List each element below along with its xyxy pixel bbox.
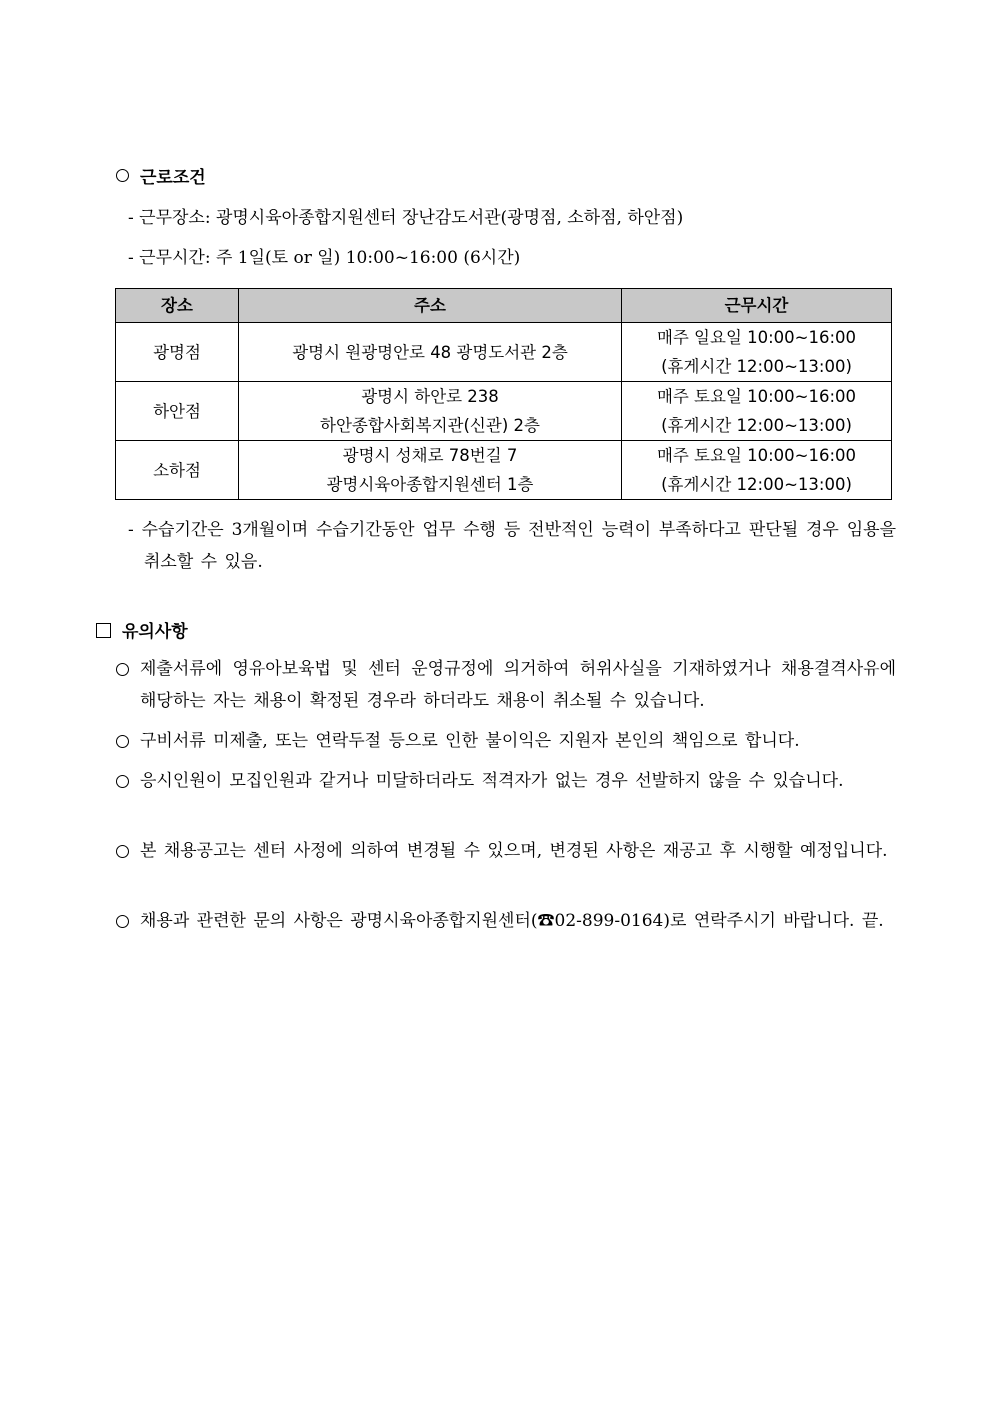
address-line: 광명시 원광명안로 48 광명도서관 2층 xyxy=(292,342,568,362)
section-heading-notes: 유의사항 xyxy=(122,622,188,642)
circle-bullet-icon xyxy=(116,915,129,928)
cell-address xyxy=(239,441,622,500)
work-hours-line: - 근무시간: 주 1일(토 or 일) 10:00~16:00 (6시간) xyxy=(128,248,521,268)
cell-address xyxy=(239,382,622,441)
hours-line: 매주 토요일 10:00~16:00 xyxy=(656,446,857,465)
circle-bullet-icon xyxy=(116,663,129,676)
cell-hours xyxy=(622,323,892,382)
square-bullet-icon xyxy=(96,623,111,638)
table-header-place: 장소 xyxy=(116,289,239,323)
circle-bullet-icon xyxy=(116,845,129,858)
circle-bullet-icon xyxy=(116,735,129,748)
address-line: 광명시 하안로 238 xyxy=(361,387,499,406)
table-row xyxy=(116,323,892,382)
cell-place: 광명점 xyxy=(116,323,239,382)
note-item: 채용과 관련한 문의 사항은 광명시육아종합지원센터(☎02-899-0164)로 연락주시기 바랍니다. 끝. xyxy=(140,911,884,931)
cell-place: 소하점 xyxy=(116,441,239,500)
table-row xyxy=(116,441,892,500)
hours-line: 매주 일요일 10:00~16:00 xyxy=(656,328,857,347)
table-header-address: 주소 xyxy=(239,289,622,323)
cell-hours xyxy=(622,382,892,441)
probation-note: - 수습기간은 3개월이며 수습기간동안 업무 수행 등 전반적인 능력이 부족하다고 판단될 경우 임용을 취소할 수 있음. xyxy=(128,520,896,572)
break-line: (휴게시간 12:00~13:00) xyxy=(661,475,852,494)
hours-line: 매주 토요일 10:00~16:00 xyxy=(656,387,857,406)
work-schedule-table xyxy=(115,288,892,500)
break-line: (휴게시간 12:00~13:00) xyxy=(661,357,852,376)
note-item: 제출서류에 영유아보육법 및 센터 운영규정에 의거하여 허위사실을 기재하였거나 채용결격사유에 해당하는 자는 채용이 확정된 경우라 하더라도 채용이 취소될 수 있습니다. xyxy=(140,659,896,711)
note-item: 본 채용공고는 센터 사정에 의하여 변경될 수 있으며, 변경된 사항은 재공고 후 시행할 예정입니다. xyxy=(140,841,888,861)
table-header-row xyxy=(116,289,892,323)
circle-bullet-icon xyxy=(116,169,129,182)
cell-hours xyxy=(622,441,892,500)
address-line: 광명시 성채로 78번길 7 xyxy=(342,446,518,465)
break-line: (휴게시간 12:00~13:00) xyxy=(661,416,852,435)
cell-address xyxy=(239,323,622,382)
work-place-line: - 근무장소: 광명시육아종합지원센터 장난감도서관(광명점, 소하점, 하안점) xyxy=(128,208,684,228)
table-header-hours: 근무시간 xyxy=(622,289,892,323)
note-item: 응시인원이 모집인원과 같거나 미달하더라도 적격자가 없는 경우 선발하지 않을 수 있습니다. xyxy=(140,771,844,791)
cell-place: 하안점 xyxy=(116,382,239,441)
address-line: 하안종합사회복지관(신관) 2층 xyxy=(320,416,540,435)
section-heading-conditions: 근로조건 xyxy=(140,168,206,188)
note-item: 구비서류 미제출, 또는 연락두절 등으로 인한 불이익은 지원자 본인의 책임으로 합니다. xyxy=(140,731,800,751)
address-line: 광명시육아종합지원센터 1층 xyxy=(326,475,534,494)
circle-bullet-icon xyxy=(116,775,129,788)
table-row xyxy=(116,382,892,441)
